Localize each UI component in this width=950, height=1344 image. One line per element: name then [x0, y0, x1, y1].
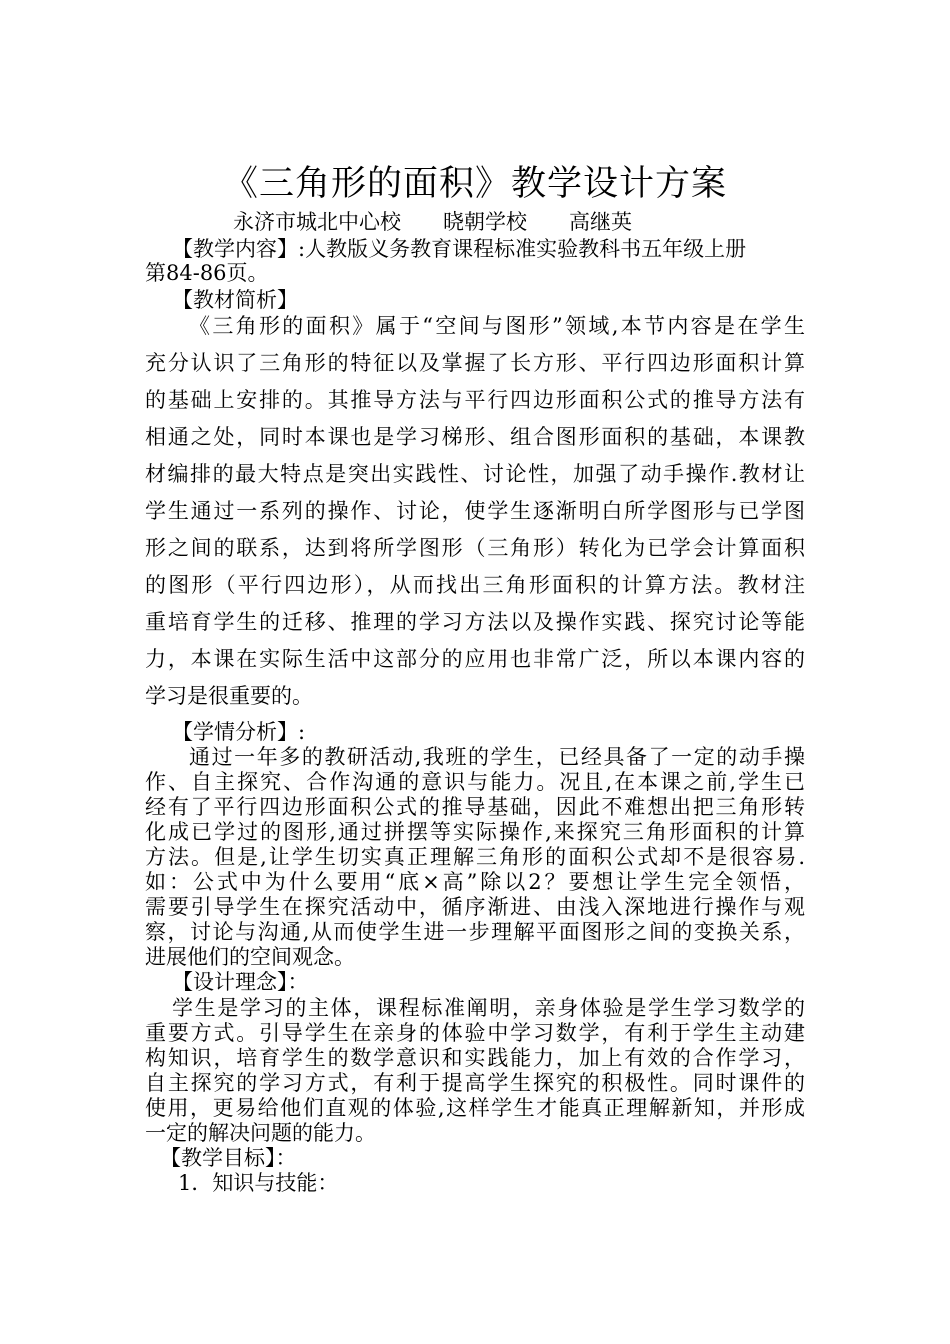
material-heading: 【教材简析】: [172, 288, 298, 312]
material-line: 形之间的联系，达到将所学图形（三角形）转化为已学会计算面积: [145, 536, 805, 560]
content-line-2: 第84-86页。: [145, 261, 269, 285]
material-line: 《三角形的面积》属于“空间与图形”领域,本节内容是在学生: [189, 314, 805, 338]
author-line: 永济市城北中心校 晓朝学校 高继英: [233, 210, 632, 234]
material-line: 相通之处，同时本课也是学习梯形、组合图形面积的基础，本课教: [145, 425, 805, 449]
student-line: 方法。但是,让学生切实真正理解三角形的面积公式却不是很容易.: [145, 845, 805, 869]
content-heading: 【教学内容】: [172, 237, 298, 261]
material-line: 的基础上安排的。其推导方法与平行四边形面积公式的推导方法有: [145, 388, 805, 412]
student-line: 进展他们的空间观念。: [145, 945, 355, 969]
student-line: 作、自主探究、合作沟通的意识与能力。况且,在本课之前,学生已: [145, 770, 805, 794]
student-line: 通过一年多的教研活动,我班的学生，已经具备了一定的动手操: [189, 745, 805, 769]
material-line: 充分认识了三角形的特征以及掌握了长方形、平行四边形面积计算: [145, 351, 805, 375]
student-line: 需要引导学生在探究活动中，循序渐进、由浅入深地进行操作与观: [145, 895, 805, 919]
student-line: 察，讨论与沟通,从而使学生进一步理解平面图形之间的变换关系，: [145, 920, 805, 944]
concept-line: 构知识，培育学生的数学意识和实践能力，加上有效的合作学习，: [145, 1046, 805, 1070]
goal-heading: 【教学目标】：: [160, 1146, 297, 1170]
material-line: 重培育学生的迁移、推理的学习方法以及操作实践、探究讨论等能: [145, 610, 805, 634]
concept-line: 一定的解决问题的能力。: [145, 1121, 376, 1145]
student-line: 如：公式中为什么要用“底×高”除以2？要想让学生完全领悟，: [145, 870, 805, 894]
concept-line: 学生是学习的主体，课程标准阐明，亲身体验是学生学习数学的: [172, 996, 805, 1020]
student-heading: 【学情分析】:: [172, 720, 306, 744]
concept-heading: 【设计理念】：: [172, 970, 309, 994]
material-line: 材编排的最大特点是突出实践性、讨论性，加强了动手操作.教材让: [145, 462, 805, 486]
material-line: 学生通过一系列的操作、讨论，使学生逐渐明白所学图形与已学图: [145, 499, 805, 523]
content-text: :人教版义务教育课程标准实验教科书五年级上册: [298, 237, 747, 261]
student-line: 化成已学过的图形,通过拼摆等实际操作,来探究三角形面积的计算: [145, 820, 805, 844]
concept-line: 重要方式。引导学生在亲身的体验中学习数学，有利于学生主动建: [145, 1021, 805, 1045]
material-line: 的图形（平行四边形），从而找出三角形面积的计算方法。教材注: [145, 573, 805, 597]
material-line: 学习是很重要的。: [145, 684, 313, 708]
material-line: 力，本课在实际生活中这部分的应用也非常广泛，所以本课内容的: [145, 647, 805, 671]
student-line: 经有了平行四边形面积公式的推导基础，因此不难想出把三角形转: [145, 795, 805, 819]
goal-item: 1．知识与技能：: [178, 1171, 339, 1195]
document-title: 《三角形的面积》教学设计方案: [222, 164, 727, 204]
concept-line: 自主探究的学习方式，有利于提高学生探究的积极性。同时课件的: [145, 1071, 805, 1095]
concept-line: 使用，更易给他们直观的体验,这样学生才能真正理解新知，并形成: [145, 1096, 805, 1120]
